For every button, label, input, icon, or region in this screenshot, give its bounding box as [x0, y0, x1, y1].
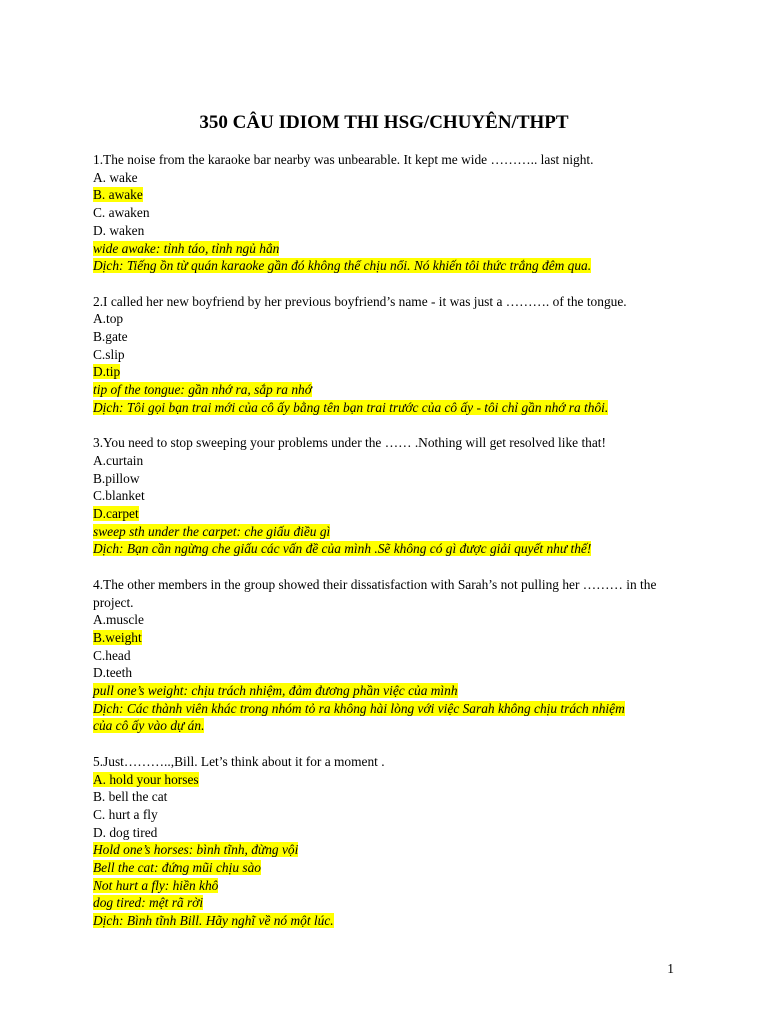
- option-a-correct: [93, 771, 678, 789]
- option-c: [93, 806, 678, 824]
- option-d: [93, 664, 678, 682]
- option-d: [93, 824, 678, 842]
- option-a: [93, 452, 678, 470]
- option-c: [93, 487, 678, 505]
- option-text: C. awaken: [93, 205, 150, 221]
- note-text: Dịch: Bình tĩnh Bill. Hãy nghĩ về nó một lúc.: [93, 913, 334, 929]
- option-d-correct: [93, 363, 678, 381]
- option-text: C.blanket: [93, 488, 145, 504]
- option-text: A.muscle: [93, 612, 144, 628]
- idiom-note: [93, 841, 678, 859]
- question-stem: 1.The noise from the karaoke bar nearby was unbearable. It kept me wide ……….. last night.: [93, 152, 594, 167]
- note-text: wide awake: tỉnh táo, tỉnh ngủ hẳn: [93, 240, 280, 256]
- note-text: sweep sth under the carpet: che giấu điều gì: [93, 523, 331, 539]
- option-d: [93, 222, 678, 240]
- note-text: dog tired: mệt rã rời: [93, 895, 204, 911]
- option-text: C.slip: [93, 346, 125, 362]
- option-text: D.carpet: [93, 506, 139, 522]
- document-title: 350 CÂU IDIOM THI HSG/CHUYÊN/THPT: [199, 112, 569, 133]
- note-text: của cô ấy vào dự án.: [93, 718, 205, 734]
- option-b-correct: [93, 629, 678, 647]
- option-text: B.weight: [93, 629, 142, 645]
- translation-note: [93, 257, 678, 275]
- option-text: D.tip: [93, 364, 121, 380]
- translation-note: [93, 912, 678, 930]
- option-text: B. bell the cat: [93, 789, 168, 805]
- option-b-correct: [93, 186, 678, 204]
- option-text: B.pillow: [93, 470, 140, 486]
- option-b: [93, 788, 678, 806]
- question-2: [93, 293, 678, 417]
- note-text: Dịch: Tiếng ồn từ quán karaoke gần đó không thể chịu nổi. Nó khiến tôi thức trắng đêm qua.: [93, 258, 592, 274]
- option-text: D. dog tired: [93, 824, 158, 840]
- option-text: D. waken: [93, 222, 145, 238]
- translation-note: [93, 540, 678, 558]
- question-stem: 3.You need to stop sweeping your problems under the …… .Nothing will get resolved like that!: [93, 435, 606, 451]
- idiom-note: [93, 240, 678, 258]
- option-text: B. awake: [93, 187, 143, 203]
- translation-note-continued: [93, 717, 678, 735]
- option-text: B.gate: [93, 329, 128, 345]
- note-text: Bell the cat: đứng mũi chịu sào: [93, 860, 261, 876]
- option-a: [93, 611, 678, 629]
- note-text: pull one’s weight: chịu trách nhiệm, đảm đương phần việc của mình: [93, 683, 458, 699]
- translation-note: [93, 700, 678, 718]
- question-4: [93, 576, 678, 735]
- option-text: A. hold your horses: [93, 771, 199, 787]
- option-a: [93, 310, 678, 328]
- idiom-note: [93, 894, 678, 912]
- question-3: [93, 434, 678, 558]
- option-c: [93, 346, 678, 364]
- question-stem: 5.Just………..,Bill. Let’s think about it for a moment .: [93, 753, 385, 769]
- option-b: [93, 470, 678, 488]
- option-text: D.teeth: [93, 665, 133, 681]
- note-text: tip of the tongue: gần nhớ ra, sắp ra nhớ: [93, 382, 312, 398]
- note-text: Not hurt a fly: hiền khô: [93, 877, 219, 893]
- option-a: [93, 169, 678, 187]
- option-c: [93, 647, 678, 665]
- note-text: Dịch: Bạn cần ngừng che giấu các vấn đề của mình .Sẽ không có gì được giải quyết như thế!: [93, 541, 592, 557]
- option-text: A.curtain: [93, 452, 144, 468]
- option-text: A.top: [93, 311, 124, 327]
- option-text: C. hurt a fly: [93, 806, 158, 822]
- page-number: 1: [667, 961, 674, 976]
- idiom-note: [93, 877, 678, 895]
- option-c: [93, 204, 678, 222]
- idiom-note: [93, 682, 678, 700]
- idiom-note: [93, 523, 678, 541]
- option-text: A. wake: [93, 169, 138, 185]
- question-stem: 4.The other members in the group showed their dissatisfaction with Sarah’s not pulling her ……… in the project.: [93, 576, 657, 610]
- question-stem: 2.I called her new boyfriend by her previous boyfriend’s name - it was just a ………. of the tongue.: [93, 293, 627, 309]
- option-text: C.head: [93, 647, 131, 663]
- note-text: Dịch: Tôi gọi bạn trai mới của cô ấy bằng tên bạn trai trước của cô ấy - tôi chỉ gần nhớ ra thôi.: [93, 399, 609, 415]
- idiom-note: [93, 381, 678, 399]
- question-5: [93, 753, 678, 930]
- option-d-correct: [93, 505, 678, 523]
- translation-note: [93, 399, 678, 417]
- idiom-note: [93, 859, 678, 877]
- option-b: [93, 328, 678, 346]
- note-text: Hold one’s horses: bình tĩnh, đừng vội: [93, 842, 299, 858]
- question-list: [93, 151, 678, 948]
- note-text: Dịch: Các thành viên khác trong nhóm tỏ ra không hài lòng với việc Sarah không chịu trách nhiệm: [93, 700, 625, 716]
- question-1: [93, 151, 678, 275]
